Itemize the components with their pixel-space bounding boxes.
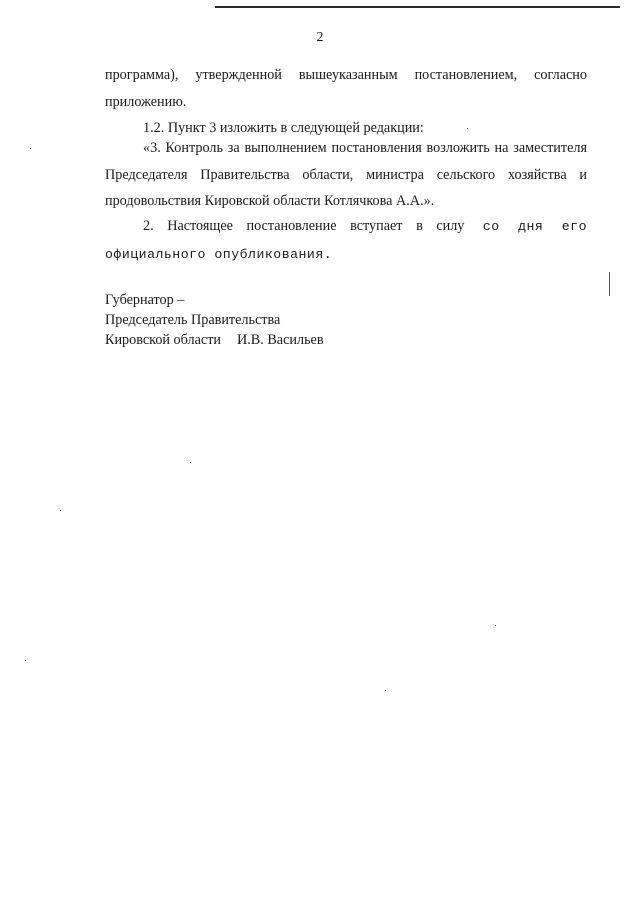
- paragraph-1-text: программа), утвержденной вышеуказанным постановлением, согласно приложению.: [105, 67, 587, 110]
- paragraph-3-text: «3. Контроль за выполнением постановления возложить на заместителя Председателя Правительства области, министра сельского хозяйства и продовольствия Кировской области Котлячкова А.А.».: [105, 140, 587, 209]
- scan-speck: [25, 660, 26, 661]
- scan-edge-line: [215, 6, 620, 8]
- scan-speck: [467, 128, 468, 129]
- paragraph-program-text: [105, 62, 587, 115]
- signature-title-governor: Губернатор –: [105, 292, 185, 308]
- signature-name: И.В. Васильев: [237, 332, 324, 348]
- signature-title-chairman: Председатель Правительства: [105, 312, 281, 328]
- paragraph-4-typed-insert: со дня его официального опубликования.: [105, 219, 587, 262]
- page-number: 2: [316, 30, 324, 45]
- scan-speck: [190, 462, 191, 463]
- scan-side-mark: [609, 272, 610, 296]
- signature-block: [105, 290, 324, 350]
- paragraph-item-3-quote: [105, 135, 587, 215]
- paragraph-item-2-effect: [105, 213, 587, 268]
- scan-speck: [30, 148, 31, 149]
- scan-speck: [495, 625, 496, 626]
- paragraph-2-text: 1.2. Пункт 3 изложить в следующей редакции:: [143, 120, 424, 136]
- scan-speck: [60, 510, 61, 511]
- paragraph-4-text: [105, 213, 587, 268]
- paragraph-4-part-a: 2. Настоящее постановление вступает в силу: [143, 218, 465, 234]
- signature-region-and-name: [105, 330, 324, 350]
- signature-region: Кировской области: [105, 332, 221, 348]
- scan-speck: [385, 690, 386, 691]
